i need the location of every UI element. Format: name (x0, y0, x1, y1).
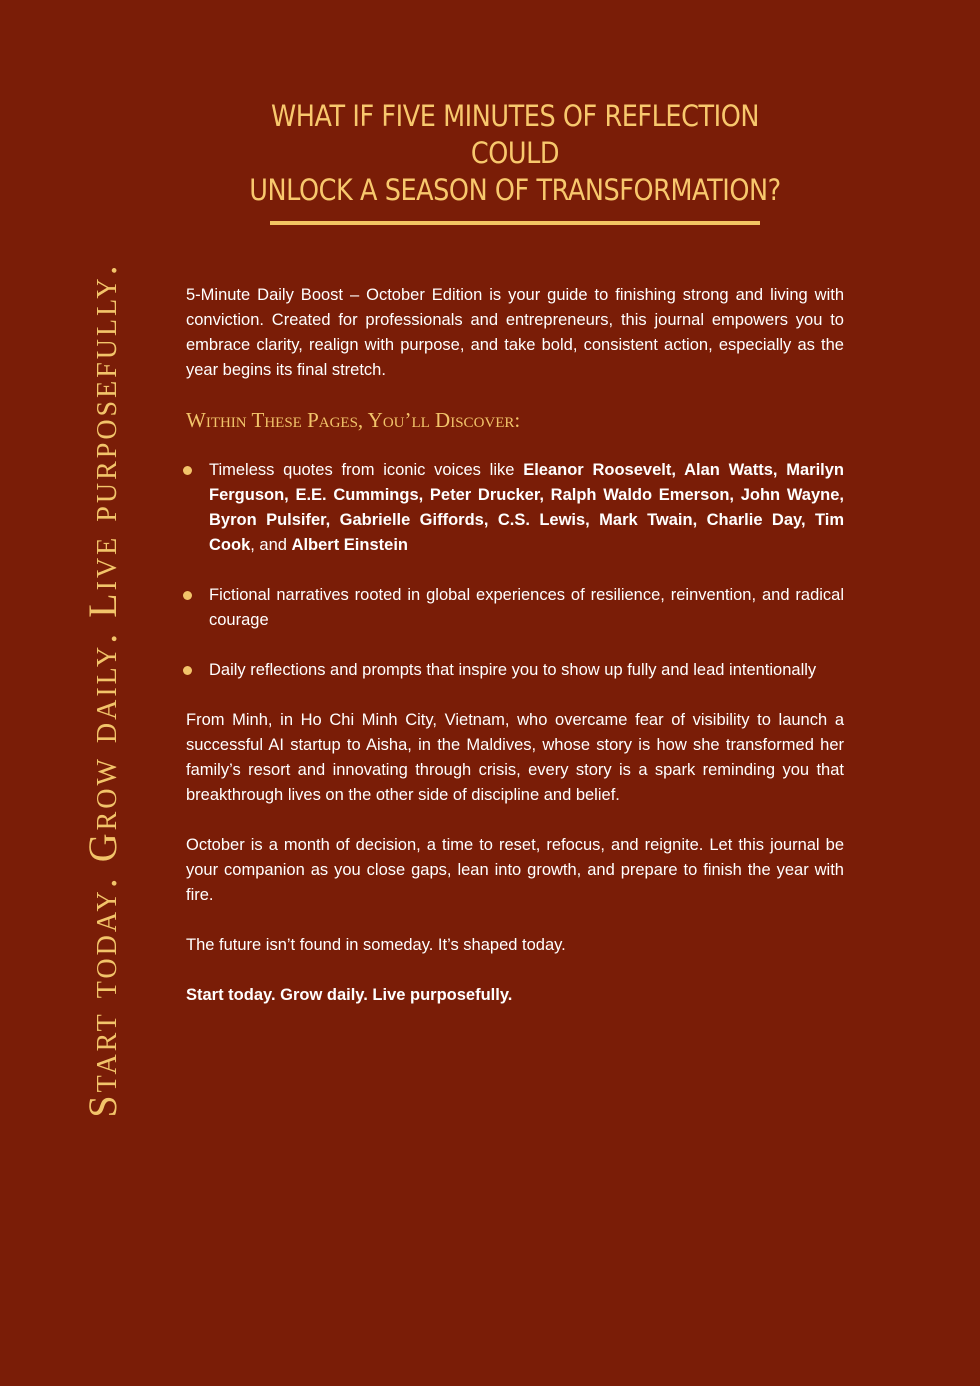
quotes-names: Eleanor Roosevelt, Alan Watts, Marilyn Ferguson, E.E. Cummings, Peter Drucker, Ralph Waldo Emerson, John Wayne, Byron Pulsifer, Gabrielle Giffords, C.S. Lewis, Mark Twain, Charlie Day, Tim Cook (209, 461, 844, 554)
headline-divider (270, 221, 760, 225)
headline-line-1: WHAT IF FIVE MINUTES OF REFLECTION COULD (270, 99, 760, 170)
bullet-dot-icon (183, 591, 192, 600)
headline (238, 98, 792, 209)
list-item-quotes (186, 458, 844, 558)
future-paragraph: The future isn’t found in someday. It’s shaped today. (186, 936, 566, 954)
headline-line-2: UNLOCK A SEASON OF TRANSFORMATION? (249, 173, 781, 207)
intro-paragraph: 5-Minute Daily Boost – October Edition is your guide to finishing strong and living with conviction. Created for professionals and entrepreneurs, this journal empowers you to embrace clarity, realign with purpose, and take bold, consistent action, especially as the year begins its final stretch. (186, 286, 844, 379)
quotes-lead: Timeless quotes from iconic voices like (209, 461, 524, 479)
closing-tagline-text: Start today. Grow daily. Live purposefully. (186, 986, 513, 1004)
body-content (186, 283, 844, 1033)
discover-list (186, 458, 844, 683)
quotes-joiner: , and (250, 536, 292, 554)
stories-paragraph: From Minh, in Ho Chi Minh City, Vietnam, who overcame fear of visibility to launch a successful AI startup to Aisha, in the Maldives, whose story is how she transformed her family’s resort and innovating through crisis, every story is a spark reminding you that breakthrough lives on the other side of discipline and belief. (186, 711, 844, 804)
bullet-dot-icon (183, 666, 192, 675)
narratives-text: Fictional narratives rooted in global experiences of resilience, reinvention, and radical courage (209, 586, 844, 629)
list-item-narratives (186, 583, 844, 633)
side-tagline: Start today. Grow daily. Live purposefully. (80, 262, 125, 1118)
list-item-reflections (186, 658, 844, 683)
closing-tagline (186, 983, 844, 1008)
reflections-text: Daily reflections and prompts that inspire you to show up fully and lead intentionally (209, 661, 817, 679)
quotes-last-name: Albert Einstein (291, 536, 408, 554)
section-subheading: Within These Pages, You’ll Discover: (186, 408, 521, 432)
october-paragraph: October is a month of decision, a time to reset, refocus, and reignite. Let this journal be your companion as you close gaps, lean into growth, and prepare to finish the year with fire. (186, 836, 844, 904)
bullet-dot-icon (183, 466, 192, 475)
